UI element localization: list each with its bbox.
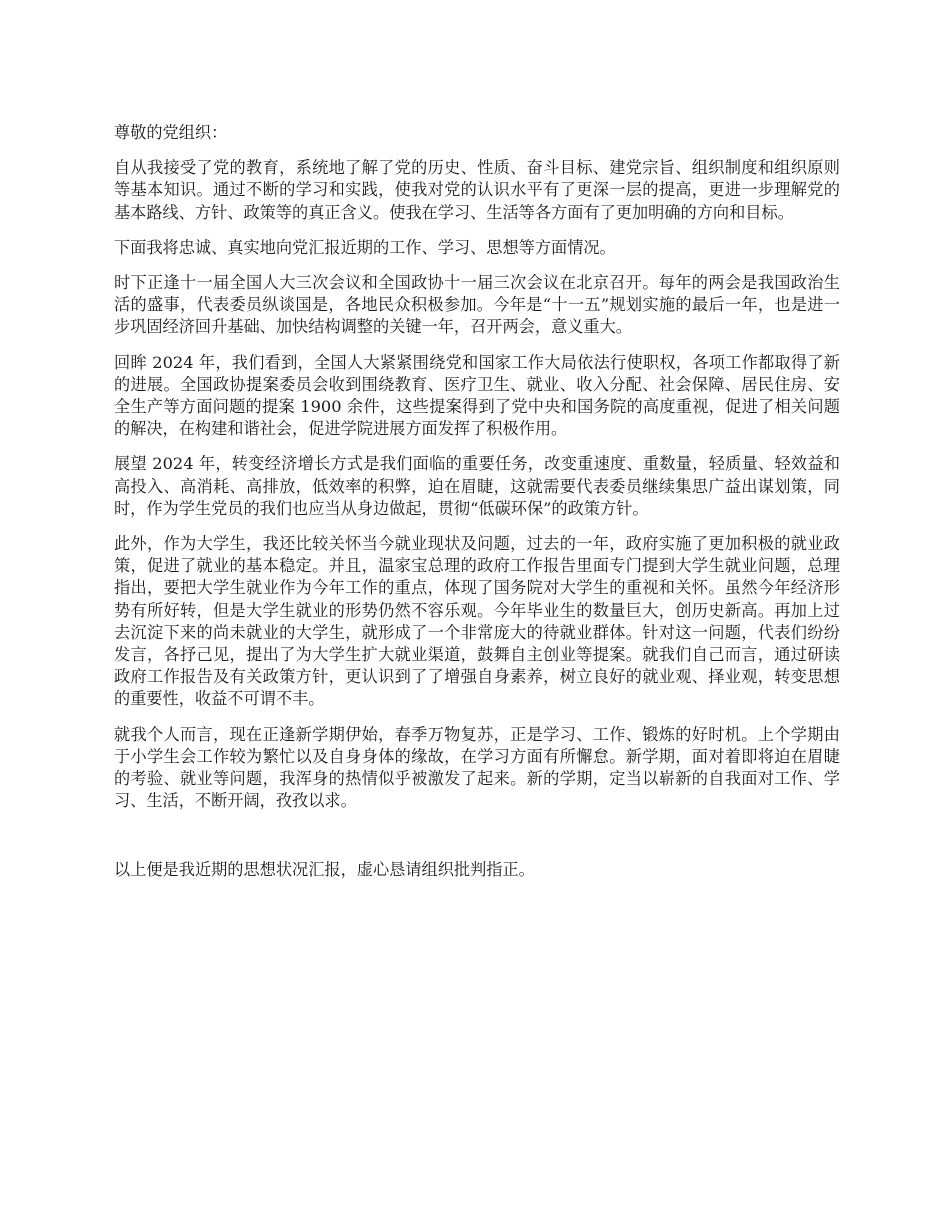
paragraph-review: 回眸 2024 年，我们看到，全国人大紧紧围绕党和国家工作大局依法行使职权，各项工作都取得了新的进展。全国政协提案委员会收到围绕教育、医疗卫生、就业、收入分配、社会保障、居民住房、安全生产等方面问题的提案 1900 余件，这些提案得到了党中央和国务院的高度重视，促进了相关问题的解决，在构建和谐社会，促进学院进展方面发挥了积极作用。 (114, 352, 840, 439)
paragraph-employment: 此外，作为大学生，我还比较关怀当今就业现状及问题，过去的一年，政府实施了更加积极的就业政策，促进了就业的基本稳定。并且，温家宝总理的政府工作报告里面专门提到大学生就业问题，总理指出，要把大学生就业作为今年工作的重点，体现了国务院对大学生的重视和关怀。虽然今年经济形势有所好转，但是大学生就业的形势仍然不容乐观。今年毕业生的数量巨大，创历史新高。再加上过去沉淀下来的尚未就业的大学生，就形成了一个非常庞大的待就业群体。针对这一问题，代表们纷纷发言，各抒己见，提出了为大学生扩大就业渠道，鼓舞自主创业等提案。就我们自己而言，通过研读政府工作报告及有关政策方针，更认识到了了增强自身素养，树立良好的就业观、择业观，转变思想的重要性，收益不可谓不丰。 (114, 534, 840, 709)
paragraph-outlook: 展望 2024 年，转变经济增长方式是我们面临的重要任务，改变重速度、重数量，轻质量、轻效益和高投入、高消耗、高排放，低效率的积弊，迫在眉睫，这就需要代表委员继续集思广益出谋划策，同时，作为学生党员的我们也应当从身边做起，贯彻“低碳环保”的政策方针。 (114, 454, 840, 518)
paragraph-report-preface: 下面我将忠诚、真实地向党汇报近期的工作、学习、思想等方面情况。 (114, 237, 616, 257)
greeting: 尊敬的党组织： (114, 123, 228, 142)
paragraph-two-sessions: 时下正逢十一届全国人大三次会议和全国政协十一届三次会议在北京召开。每年的两会是我国政治生活的盛事，代表委员纵谈国是，各地民众积极参加。今年是“十一五”规划实施的最后一年，也是进一步巩固经济回升基础、加快结构调整的关键一年，召开两会，意义重大。 (114, 273, 840, 337)
paragraph-personal: 就我个人而言，现在正逢新学期伊始，春季万物复苏，正是学习、工作、锻炼的好时机。上个学期由于小学生会工作较为繁忙以及自身身体的缘故，在学习方面有所懈怠。新学期，面对着即将迫在眉睫的考验、就业等问题，我浑身的热情似乎被激发了起来。新的学期，定当以崭新的自我面对工作、学习、生活，不断开阔，孜孜以求。 (114, 724, 840, 811)
document-body (114, 122, 840, 882)
closing-line: 以上便是我近期的思想状况汇报，虚心恳请组织批判指正。 (114, 860, 535, 880)
paragraph-spacer (114, 825, 840, 859)
paragraph-intro: 自从我接受了党的教育，系统地了解了党的历史、性质、奋斗目标、建党宗旨、组织制度和组织原则等基本知识。通过不断的学习和实践，使我对党的认识水平有了更深一层的提高，更进一步理解党的基本路线、方针、政策等的真正含义。使我在学习、生活等各方面有了更加明确的方向和目标。 (114, 158, 840, 222)
